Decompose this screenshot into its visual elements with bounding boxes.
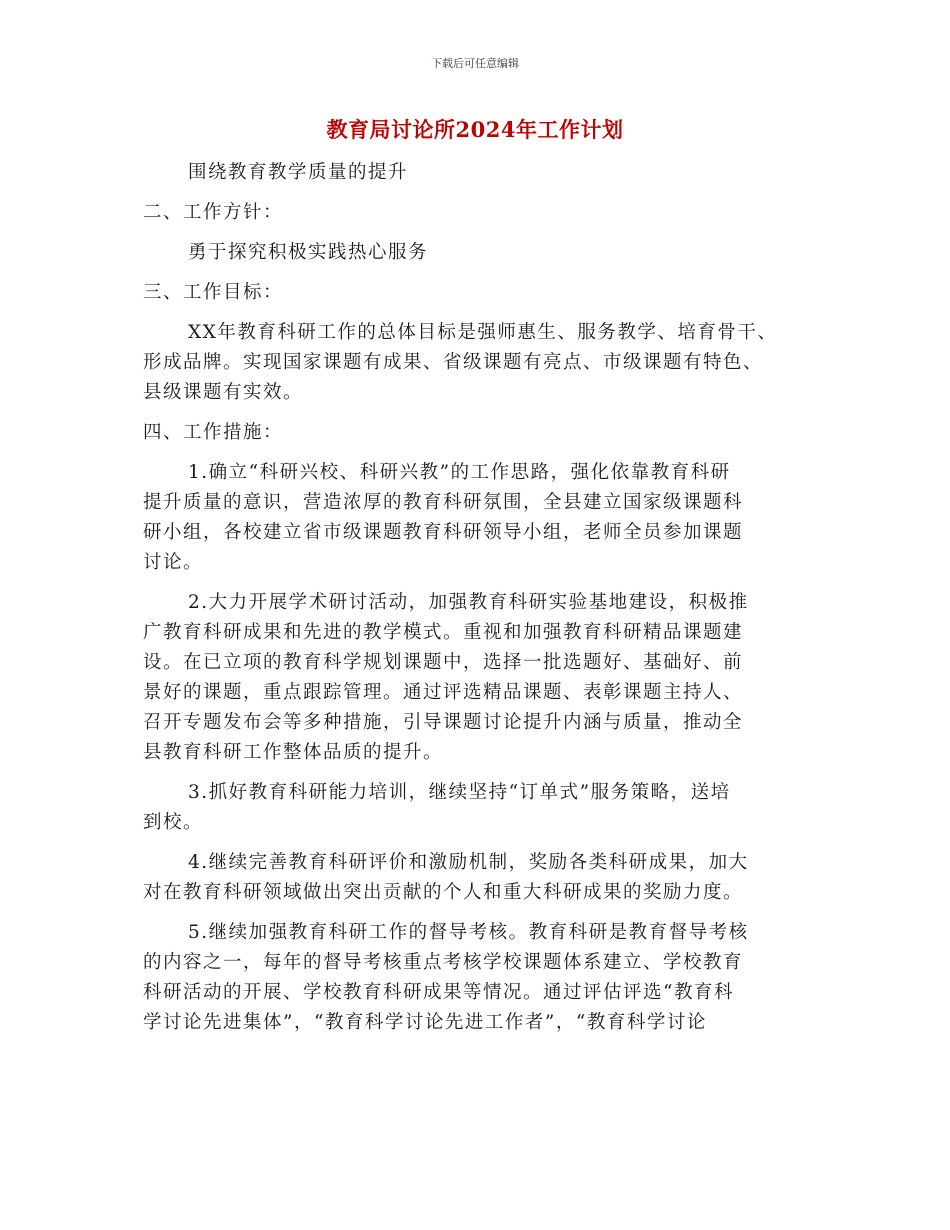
paragraph-line: 县教育科研工作整体品质的提升。 (143, 742, 444, 763)
header-note: 下载后可任意编辑 (431, 57, 519, 70)
paragraph-line: 研小组，各校建立省市级课题教育科研领导小组，老师全员参加课题 (143, 522, 744, 543)
section-heading: 四、工作措施： (143, 422, 284, 443)
paragraph-line: 勇于探究积极实践热心服务 (188, 242, 429, 263)
paragraph-line: 4.继续完善教育科研评价和激励机制，奖励各类科研成果，加大 (188, 852, 749, 873)
paragraph-line: 景好的课题，重点跟踪管理。通过评选精品课题、表彰课题主持人、 (143, 682, 744, 703)
paragraph-line: 的内容之一，每年的督导考核重点考核学校课题体系建立、学校教育 (143, 952, 744, 973)
section-heading: 三、工作目标： (143, 282, 284, 303)
document-body (143, 158, 808, 1038)
section-heading: 二、工作方针： (143, 202, 284, 223)
paragraph-line: 5.继续加强教育科研工作的督导考核。教育科研是教育督导考核 (188, 922, 749, 943)
paragraph-line: 科研活动的开展、学校教育科研成果等情况。通过评估评选“教育科 (143, 982, 734, 1003)
paragraph-line: 提升质量的意识，营造浓厚的教育科研氛围，全县建立国家级课题科 (143, 492, 744, 513)
paragraph-line: 讨论。 (143, 552, 204, 573)
paragraph-line: 县级课题有实效。 (143, 382, 304, 403)
paragraph-line: XX年教育科研工作的总体目标是强师惠生、服务教学、培育骨干、 (188, 322, 778, 343)
paragraph-line: 广教育科研成果和先进的教学模式。重视和加强教育科研精品课题建 (143, 622, 744, 643)
paragraph-line: 召开专题发布会等多种措施，引导课题讨论提升内涵与质量，推动全 (143, 712, 744, 733)
paragraph-line: 围绕教育教学质量的提升 (188, 162, 409, 183)
paragraph-line: 2.大力开展学术研讨活动，加强教育科研实验基地建设，积极推 (188, 592, 749, 613)
paragraph-line: 3.抓好教育科研能力培训，继续坚持“订单式”服务策略，送培 (188, 782, 731, 803)
paragraph-line: 到校。 (143, 812, 204, 833)
paragraph-line: 1.确立“科研兴校、科研兴教”的工作思路，强化依靠教育科研 (188, 462, 731, 483)
paragraph-line: 设。在已立项的教育科学规划课题中，选择一批选题好、基础好、前 (143, 652, 744, 673)
paragraph-line: 形成品牌。实现国家课题有成果、省级课题有亮点、市级课题有特色、 (143, 352, 764, 373)
paragraph-line: 学讨论先进集体”，“教育科学讨论先进工作者”，“教育科学讨论 (143, 1012, 707, 1033)
document-title: 教育局讨论所2024年工作计划 (326, 117, 624, 142)
paragraph-line: 对在教育科研领域做出突出贡献的个人和重大科研成果的奖励力度。 (143, 882, 744, 903)
